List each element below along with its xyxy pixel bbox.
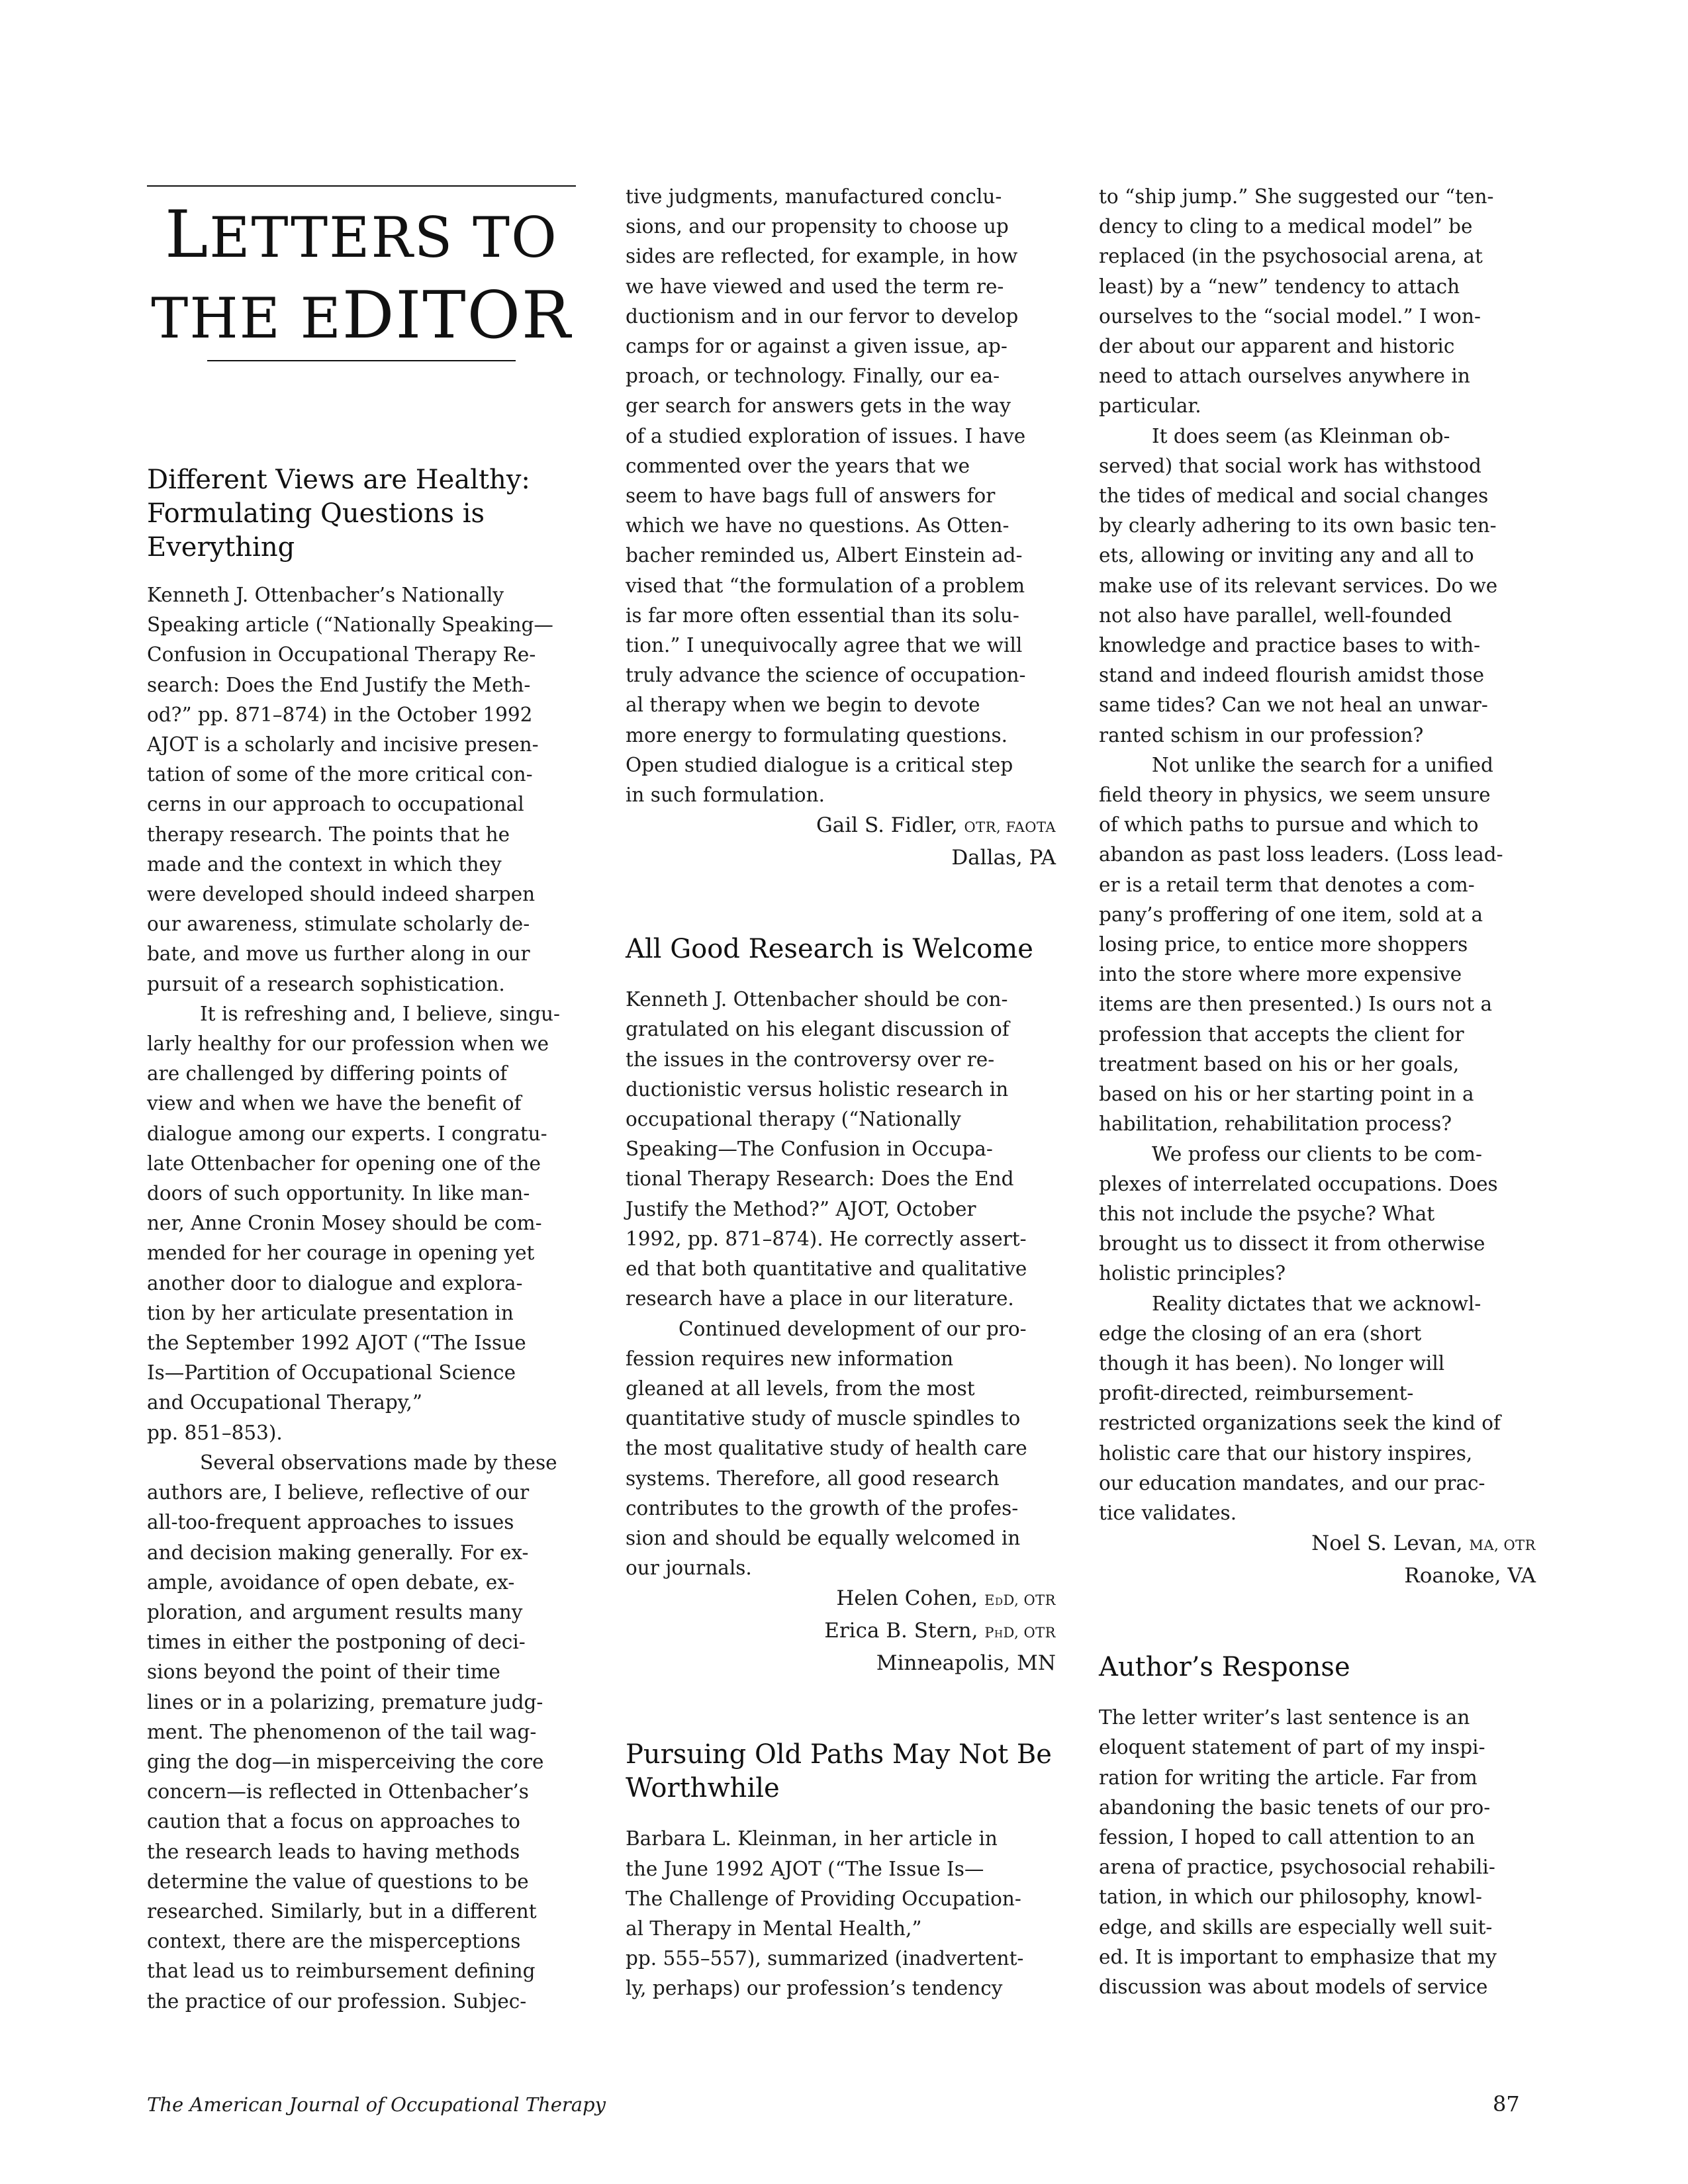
column-left bbox=[147, 463, 576, 2017]
signature-cohen-stern: Helen Cohen, EdD, OTR Erica B. Stern, PhD, OTR Minneapolis, MN bbox=[824, 1586, 1056, 1676]
article-body-different-views-continued: tive judgments, manufactured conclu- sions, and our propensity to choose up sides are reflected, for example, in how we have viewed and used the term re- ductionism and in our fervor to develop camps for or against a given issue, ap- proach, or technology. Finally, our ea- ger search for answers gets in the way of a studied exploration of issues. I have commented over the years that we seem to have bags full of answers for which we have no questions. As Otten- bacher reminded us, Albert Einstein ad- vised that “the formulation of a problem is far more often essential than its solu- tion.” I unequivocally agree that we will truly advance the science of occupation- al therapy when we begin to devote more energy to formulating questions. Open studied dialogue is a critical step in such formulation. bbox=[626, 185, 1026, 807]
article-heading-different-views: Different Views are Healthy: Formulating Questions is Everything bbox=[147, 465, 530, 563]
signature-levan: Noel S. Levan, MA, OTR Roanoke, VA bbox=[1311, 1531, 1536, 1588]
letters-to-the-editor-title bbox=[147, 185, 576, 361]
article-heading-pursuing-old-paths: Pursuing Old Paths May Not Be Worthwhile bbox=[626, 1739, 1052, 1804]
title-bottom-rule bbox=[207, 360, 516, 361]
article-heading-authors-response: Author’s Response bbox=[1099, 1652, 1350, 1683]
title-line-1: LETTERS TO bbox=[165, 197, 558, 273]
article-body-different-views: Kenneth J. Ottenbacher’s Nationally Speaking article (“Nationally Speaking— Confusion in Occupational Therapy Re- search: Does the End Justify the Meth- od?” pp. 871–874) in the October 1992 AJOT is a scholarly and incisive presen- tation of some of the more critical con- cerns in our approach to occupational therapy research. The points that he made and the context in which they were developed should indeed sharpen our awareness, stimulate scholarly de- bate, and move us further along in our pursuit of a research sophistication. It is refreshing and, I believe, singu- larly healthy for our profession when we are challenged by differing points of view and when we have the benefit of dialogue among our experts. I congratu- late Ottenbacher for opening one of the doors of such opportunity. In like man- ner, Anne Cronin Mosey should be com- mended for her courage in opening yet another door to dialogue and explora- tion by her articulate presentation in the September 1992 AJOT (“The Issue Is—Partition of Occupational Science and Occupational Therapy,” pp. 851–853). Several observations made by these authors are, I believe, reflective of our all-too-frequent approaches to issues and decision making generally. For ex- ample, avoidance of open debate, ex- ploration, and argument results many times in either the postponing of deci- sions beyond the point of their time lines or in a polarizing, premature judg- ment. The phenomenon of the tail wag- ging the dog—in misperceiving the core concern—is reflected in Ottenbacher’s caution that a focus on approaches to the research leads to having methods determine the value of questions to be researched. Similarly, but in a different context, there are the misperceptions that lead us to reimbursement defining the practice of our profession. Subjec- bbox=[147, 584, 560, 2013]
page-number: 87 bbox=[1493, 2091, 1520, 2116]
footer-journal-name: The American Journal of Occupational Therapy bbox=[147, 2093, 606, 2116]
article-body-pursuing-old-paths: Barbara L. Kleinman, in her article in the June 1992 AJOT (“The Issue Is— The Challenge of Providing Occupation- al Therapy in Mental Health,” pp. 555–557), summarized (inadvertent- ly, perhaps) our profession’s tendency bbox=[626, 1827, 1024, 2000]
signature-fidler: Gail S. Fidler, OTR, FAOTA Dallas, PA bbox=[816, 813, 1056, 870]
column-right bbox=[1099, 182, 1536, 2002]
article-body-authors-response: The letter writer’s last sentence is an eloquent statement of part of my inspi- ration for writing the article. Far from abandoning the basic tenets of our pro- fession, I hoped to call attention to an arena of practice, psychosocial rehabili- tation, in which our philosophy, knowl- edge, and skills are especially well suit- ed. It is important to emphasize that my discussion was about models of service bbox=[1099, 1706, 1497, 1998]
article-heading-all-good-research: All Good Research is Welcome bbox=[626, 934, 1033, 965]
column-middle bbox=[626, 182, 1056, 2004]
article-body-all-good-research: Kenneth J. Ottenbacher should be con- gratulated on his elegant discussion of the issues in the controversy over re- ductionistic versus holistic research in occupational therapy (“Nationally Speaking—The Confusion in Occupa- tional Therapy Research: Does the End Justify the Method?” AJOT, October 1992, pp. 871–874). He correctly assert- ed that both quantitative and qualitative research have a place in our literature. Continued development of our pro- fession requires new information gleaned at all levels, from the most quantitative study of muscle spindles to the most qualitative study of health care systems. Therefore, all good research contributes to the growth of the profes- sion and should be equally welcomed in our journals. bbox=[626, 988, 1027, 1580]
article-body-pursuing-old-paths-continued: to “ship jump.” She suggested our “ten- dency to cling to a medical model” be replaced (in the psychosocial arena, at least) by a “new” tendency to attach ourselves to the “social model.” I won- der about our apparent and historic need to attach ourselves anywhere in particular. It does seem (as Kleinman ob- served) that social work has withstood the tides of medical and social changes by clearly adhering to its own basic ten- ets, allowing or inviting any and all to make use of its relevant services. Do we not also have parallel, well-founded knowledge and practice bases to with- stand and indeed flourish amidst those same tides? Can we not heal an unwar- ranted schism in our profession? Not unlike the search for a unified field theory in physics, we seem unsure of which paths to pursue and which to abandon as past loss leaders. (Loss lead- er is a retail term that denotes a com- pany’s proffering of one item, sold at a losing price, to entice more shoppers into the store where more expensive items are then presented.) Is ours not a profession that accepts the client for treatment based on his or her goals, based on his or her starting point in a habilitation, rehabilitation process? We profess our clients to be com- plexes of interrelated occupations. Does this not include the psyche? What brought us to dissect it from otherwise holistic principles? Reality dictates that we acknowl- edge the closing of an era (short though it has been). No longer will profit-directed, reimbursement- restricted organizations seek the kind of holistic care that our history inspires, our education mandates, and our prac- tice validates. bbox=[1099, 185, 1503, 1524]
title-line-2: THE EDITOR bbox=[151, 278, 572, 353]
